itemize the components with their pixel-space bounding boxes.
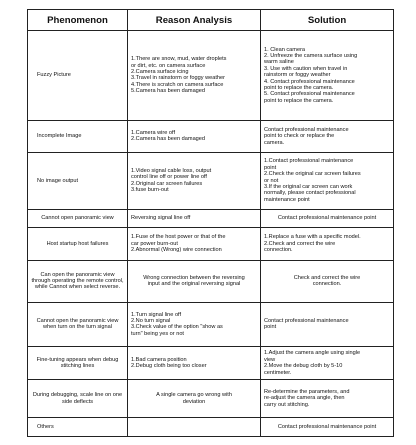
reason-line: 3.Check value of the option "show as: [131, 324, 223, 331]
table-row: [28, 153, 394, 210]
solution-line: point to replace the camera.: [264, 97, 334, 104]
solution-line: 3.If the original car screen can work: [264, 183, 353, 190]
solution-line: 2.Move the debug cloth by 5-10: [264, 363, 343, 370]
solution-line: connection.: [264, 247, 293, 254]
reason-cell: [128, 347, 261, 380]
phenomenon-cell: Incomplete Image: [28, 120, 128, 152]
reason-line: 2.Camera surface icing: [131, 69, 189, 76]
reason-line: control line off or power line off: [131, 174, 207, 181]
solution-line: 1.Adjust the camera angle using single: [264, 350, 361, 357]
reason-line: turn" being yes or not: [131, 330, 184, 337]
phenomenon-cell: No image output: [28, 153, 128, 210]
phenomenon-cell: Others: [28, 418, 128, 437]
solution-cell: [261, 302, 394, 346]
troubleshooting-table-wrap: [27, 9, 393, 437]
solution-line: or not: [264, 177, 279, 184]
solution-line: rainstorm or foggy weather: [264, 72, 331, 79]
solution-line: warm saline: [264, 59, 294, 66]
table-row: [28, 260, 394, 302]
table-row: [28, 31, 394, 121]
table-header-row: [28, 10, 394, 31]
table-body: [28, 31, 394, 437]
reason-line: 3.fuse burn-out: [131, 187, 169, 194]
reason-cell: [128, 120, 261, 152]
solution-cell: [261, 209, 394, 228]
solution-line: maintenance point: [264, 196, 310, 203]
reason-cell: [128, 153, 261, 210]
solution-line: 2. Unfreeze the camera surface using: [264, 53, 358, 59]
phenomenon-cell: Fine-tuning appears when debug stitching lines: [28, 347, 128, 380]
solution-cell: [261, 120, 394, 152]
solution-line: point to replace the camera.: [264, 85, 334, 92]
solution-line: connection.: [312, 281, 342, 288]
phenomenon-cell: During debugging, scale line on one side deflects: [28, 380, 128, 418]
solution-line: Contact professional maintenance: [264, 317, 349, 324]
table-row: [28, 120, 394, 152]
solution-cell: [261, 153, 394, 210]
solution-line: Check and correct the wire: [293, 274, 361, 281]
reason-line: Wrong connection between the reversing: [143, 274, 245, 281]
table-row: [28, 347, 394, 380]
solution-line: point to check or replace the: [264, 133, 335, 140]
solution-cell: [261, 380, 394, 418]
reason-line: 1.There are snow, mud, water droplets: [131, 56, 227, 63]
phenomenon-cell: Can open the panoramic view through operating the remote control, while Cannot when select reverse.: [28, 260, 128, 302]
solution-line: normally, please contact professional: [264, 190, 356, 197]
header-phenomenon: Phenomenon: [28, 10, 128, 31]
reason-line: 4.There is scratch on camera surface: [131, 81, 224, 88]
reason-line: Reversing signal line off: [131, 215, 191, 222]
solution-line: 1.Contact professional maintenance: [264, 158, 354, 165]
solution-line: 2.Check the original car screen failures: [264, 171, 361, 178]
reason-line: 2.Debug cloth being too closer: [131, 363, 207, 370]
table-row: [28, 418, 394, 437]
solution-line: point: [264, 164, 277, 171]
solution-line: carry out stitching.: [264, 401, 310, 408]
reason-line: 2.Camera has been damaged: [131, 136, 206, 143]
phenomenon-cell: Cannot open the panoramic view when turn on the turn signal: [28, 302, 128, 346]
reason-line: 1.Fuse of the host power or that of the: [131, 234, 226, 241]
reason-line: 2.Abnormal (Wrong) wire connection: [131, 247, 222, 254]
reason-line: deviation: [182, 398, 206, 405]
solution-cell: [261, 347, 394, 380]
reason-cell: [128, 228, 261, 260]
reason-line: 2.No turn signal: [131, 317, 171, 324]
solution-cell: [261, 228, 394, 260]
solution-line: 4. Contact professional maintenance: [264, 78, 355, 85]
solution-line: 2.Check and correct the wire: [264, 240, 336, 247]
reason-cell: [128, 209, 261, 228]
solution-line: Contact professional maintenance point: [277, 215, 377, 222]
solution-line: camera.: [264, 139, 285, 146]
reason-cell: [128, 418, 261, 437]
phenomenon-cell: Cannot open panoramic view: [28, 209, 128, 228]
header-reason-analysis: Reason Analysis: [128, 10, 261, 31]
solution-line: 1.Replace a fuse with a specific model.: [264, 234, 361, 241]
reason-line: 1.Camera wire off: [131, 130, 176, 137]
phenomenon-cell: Fuzzy Picture: [28, 31, 128, 121]
reason-line: 5.Camera has been damaged: [131, 88, 206, 95]
reason-line: 2.Original car screen failures: [131, 180, 203, 187]
table-row: [28, 302, 394, 346]
table-row: [28, 209, 394, 228]
solution-cell: [261, 31, 394, 121]
solution-line: 3. Use with caution when travel in: [264, 65, 348, 72]
reason-line: 1.Turn signal line off: [131, 311, 182, 318]
solution-cell: [261, 418, 394, 437]
reason-cell: [128, 260, 261, 302]
reason-cell: [128, 302, 261, 346]
phenomenon-cell: Host startup host failures: [28, 228, 128, 260]
reason-line: 1.Video signal cable loss, output: [131, 167, 212, 174]
solution-line: 1. Clean camera: [264, 46, 306, 53]
reason-cell: [128, 31, 261, 121]
reason-line: or dirt, etc. on camera surface: [131, 62, 206, 69]
table-row: [28, 228, 394, 260]
solution-line: point: [264, 324, 277, 331]
reason-line: car power burn-out: [131, 240, 178, 247]
header-solution: Solution: [261, 10, 394, 31]
reason-line: 1.Bad camera position: [131, 356, 187, 363]
solution-line: Contact professional maintenance point: [277, 423, 377, 430]
reason-line: input and the original reversing signal: [147, 281, 241, 288]
solution-line: re-adjust the camera angle, then: [264, 395, 345, 402]
solution-cell: [261, 260, 394, 302]
solution-line: Re-determine the parameters, and: [264, 389, 350, 396]
reason-line: A single camera go wrong with: [156, 392, 232, 399]
troubleshooting-table: [27, 9, 394, 437]
solution-line: Contact professional maintenance: [264, 126, 349, 133]
solution-line: view: [264, 356, 276, 363]
table-row: [28, 380, 394, 418]
solution-line: centimeter.: [264, 369, 292, 376]
reason-cell: [128, 380, 261, 418]
solution-line: 5. Contact professional maintenance: [264, 91, 355, 98]
reason-line: 3.Travel in rainstorm or foggy weather: [131, 75, 225, 82]
